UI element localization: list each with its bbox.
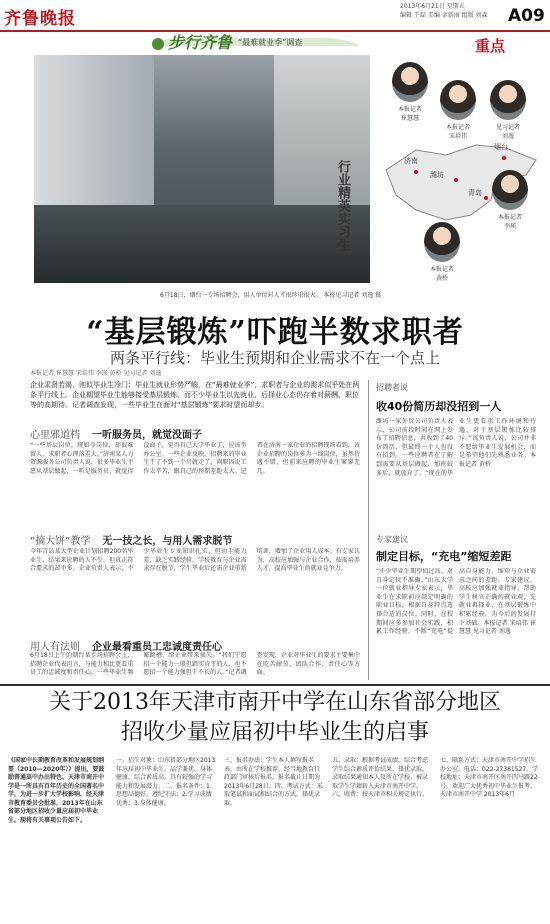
section-body: 今年青岛某大型企业计划招聘200名毕业生，结果来应聘的人不少，但真正符合要求的却不多。企业负责人表示，不少毕业生专业知识扎实，但动手能力差，缺乏实践经验。学校教育与企业需求存在脱节，学生毕业后还需企业重新培训，增加了企业用人成本。有专家认为，高校应加强与企业合作，按需培养人才，提高毕业生的就业竞争力。 [30,548,360,573]
sidebar-title: 收40份简历却没招到一人 [376,400,502,413]
ad-divider [0,684,550,686]
page-number: A09 [508,6,545,26]
ad-column: 七、联系方式：天津市南开中学招生办公室，电话：022-27381527。学校地址：天津市南开区南开四马路22号。欢迎广大优秀初中毕业生报考。天津市南开中学 2013年6月 [440,757,539,798]
sub-headline: 两条平行线：毕业生预期和企业需求不在一个点上 [109,349,440,367]
map-city-label: 烟台 [494,143,508,151]
reporter-name: 宋培伟 [448,133,467,140]
reporter-name: 崔慧慧 [400,115,419,122]
column-divider [368,380,369,680]
reporter-label: 本报记者 [445,124,470,131]
section-label: 重点 [475,37,506,55]
reporter-label: 本报记者 [397,106,422,113]
sidebar-tag: 招聘者说 [376,383,408,392]
avatar [440,80,476,120]
section-title: 无一技之长，与用人需求脱节 [102,536,233,547]
avatar [392,62,428,102]
avatar [492,170,528,210]
reporter-label: 本报记者 [497,214,522,221]
section-title: 企业最看重员工忠诚度责任心 [92,642,222,653]
date-line: 2013年6月21日 星期五 [400,3,465,10]
reporter-label: 本报记者 [429,266,454,273]
ad-title-line: 招收少量应届初中毕业生的启事 [120,720,429,745]
ad-column: 一、招生对象：山东省部分地区2013年应届初中毕业生，品学兼优、身体健康，综合素质高，具有较强的学习能力和发展潜力。二、报名条件：1.思想品德好，遵纪守法；2.学习成绩优秀；3.身体健康。 [116,757,216,807]
photo-crowd [34,205,370,283]
header-info [400,2,488,20]
ad-column: 五、录取：根据考试成绩，综合考虑学生综合素质评价结果，择优录取，录取结果通知本人及所在学校。被录取学生学籍转入天津市南开中学。六、收费：按天津市相关规定执行。 [332,757,429,798]
section-body: “一些基层岗位，现如今岗位，却很难留人，求职者心理落差大。”济南某人力资源服务公司负责人说，很多毕业生不愿从基层做起，一听是服务员，就觉得没面子，觉得自己大学毕业了，应该坐办公室。一些企业反映，招聘来的毕业生干了不到一个月就走了，问原因说工作太辛苦，跟自己的预期差距太大。记者在济南一家企业的招聘现场看到，该企业招聘的岗位多为一线岗位，虽然待遇不错，但前来应聘的毕业生寥寥无几。 [30,442,360,475]
section-heading [30,532,232,547]
theme-title: 步行齐鲁 [168,33,233,52]
main-headline: “基层锻炼”吓跑半数求职者 [86,315,464,350]
section-tag: 心里邪道档 [30,430,80,441]
sidebar-tag: 专家建议 [376,535,408,544]
newspaper-logo: 齐鲁晚报 [4,9,76,29]
reporter-name: 刘逸 [501,133,514,140]
reporter-card [388,62,432,122]
section-title: 一听服务员，就觉没面子 [92,430,202,441]
intro-paragraph: 企业求贤若渴，则似毕业生冷门；毕业生就业形势严峻，在“最难就业季”，求职者与企业的需求似乎处在两条平行线上。企业期望毕业生能够接受基层锻炼，而不少毕业生以先就业、后择业心态仍存着对薪酬、职位等的高期待。记者调查发现，一些毕业生在面对“基层锻炼”要求时望而却步。 [30,381,360,409]
theme-subtitle: “最难就业季”调查 [238,38,303,47]
section-tag: 用人有法则 [30,642,80,653]
section-heading [30,638,222,653]
section-tag: “摘大饼”教学 [30,536,91,547]
reporter-card [420,222,464,282]
photo-sign-text: 行业精英实习生 [335,160,350,251]
section-heading [30,426,202,441]
map-city-label: 青岛 [468,189,482,197]
ad-column: 《国家中长期教育改革和发展规划纲要（2010—2020年）》提出，要鼓励普通高中办出特色。天津市南开中学是一所具有百年历史的全国著名中学，为进一步扩大学校影响，经天津市教育委员会批准，2013年在山东省部分地区招收少量应届初中毕业生。现将有关事项公告如下。 [8,757,105,824]
sidebar-body: “不少毕业生期望值过高，对自身定位不准确。”山东大学一位就业指导专家表示，毕业生在求职前应制定明确的职业目标，根据自身特点选择合适的岗位。同时，在校期间应多参加社会实践，积累工作经验，不断“充电”提高自身能力，缩短与企业需求之间的差距。专家建议，高校应加强就业指导，帮助学生树立正确的就业观，先就业再择业，在基层锻炼中积累经验，为今后的发展打下基础。本报记者 宋培伟 崔慧慧 见习记者 刘逸 [376,568,536,636]
reporter-name: 李瑛 [503,223,516,230]
photo-caption: 6月18日，烟台一专场招聘会，用人单位对人才很珍重很大。 本报见习记者 刘逸 摄 [160,292,382,299]
sidebar-body: 潍坊一家外贸公司负责人表示，公司前段时间在网上发布了招聘信息，共收到了40份简历，但最终一个人也没有招到。一些应聘者在了解到需要从基层做起、加班较多后，就放弃了。“现在的毕业生更看重工作环境和待遇，对于基层锻炼比较排斥。”该负责人说，公司并非不愿给毕业生发展机会，而是希望他们先熟悉业务。本报记者 黄桥 [376,418,536,477]
section-body: 6月18日上午的烟台某专场招聘会上，招聘企业代表坦言，与能力相比更看重员工的忠诚度和责任心。一些毕业生频繁跳槽，给企业带来损失。“我们宁愿招一个能力一般但踏实肯干的人，也不愿招一个能力强但干不长的人。”记者调查发现，企业对毕业生的要求主要集中在吃苦耐劳、团队合作、责任心等方面。 [30,652,360,677]
ad-title-line: 关于2013年天津市南开中学在山东省部分地区 [49,690,501,715]
avatar [424,222,460,262]
byline: 本报记者 崔慧慧 宋培伟 李瑛 黄桥 见习记者 刘逸 [30,370,162,377]
map-city-label: 济南 [404,157,418,165]
map-city-label: 潍坊 [430,171,444,179]
avatar [490,80,526,120]
reporter-card [488,170,532,230]
leaf-icon [152,38,164,50]
sidebar-title: 制定目标，“充电”缩短差距 [376,550,512,563]
ad-column: 三、报名办法：学生本人填写报名表，由所在学校推荐，经当地教育行政部门审核后报名。报名截止日期为2013年6月28日。四、考试方式：采取笔试和面试相结合的方式，择优录取。 [224,757,323,807]
reporter-label: 见习记者 [495,124,520,131]
ad-headline [0,688,550,748]
reporter-name: 黄桥 [435,275,448,282]
editor-line: 编辑 王磊 美编 金新丽 组版 刘森 [400,12,488,19]
main-photo [34,55,370,283]
